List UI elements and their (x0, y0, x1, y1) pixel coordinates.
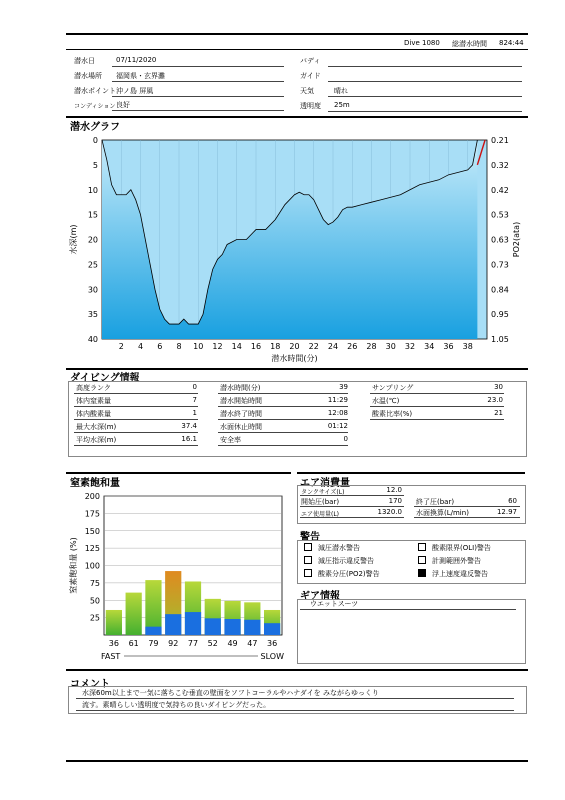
nitrogen-chart (66, 486, 291, 666)
x-tick-label: 34 (424, 342, 435, 351)
total-time-value: 824:44 (499, 39, 524, 47)
diving-field-value: 30 (494, 383, 503, 391)
diving-field-value: 11:29 (327, 396, 348, 404)
y-axis-label: 水深(m) (69, 224, 78, 255)
bar-value-label: 61 (128, 639, 139, 648)
bar-value-label: 79 (148, 639, 159, 648)
air-use-value: 1320.0 (377, 508, 402, 516)
end-pressure-value: 60 (508, 497, 517, 505)
comment-title: コメント (70, 679, 110, 690)
comment-line-2: 流す。素晴らしい透明度で気持ちの良いダイビングだった。 (82, 701, 271, 709)
start-pressure-value: 170 (388, 497, 402, 505)
place-label: 潜水場所 (74, 72, 102, 80)
air-use-underline (300, 517, 404, 518)
gear-underline (300, 609, 516, 610)
y2-tick-label: 0.53 (491, 210, 509, 220)
dive-number: Dive 1080 (404, 39, 440, 47)
checkbox-checked-icon (418, 569, 426, 577)
y-tick-label: 100 (84, 561, 100, 571)
diving-field-label: 最大水深(m) (76, 423, 117, 431)
slow-label: SLOW (260, 652, 284, 661)
comment-line-1: 水深60m以上まで一気に落ちこむ垂直の壁面をソフトコーラルやハナダイを みながらゆっくり (82, 689, 379, 697)
weather-label: 天気 (300, 87, 314, 95)
bar-value-label: 47 (247, 639, 258, 648)
checkbox-icon (304, 569, 312, 577)
x-tick-label: 20 (289, 342, 300, 351)
warnings-title: 警告 (300, 532, 320, 543)
date-label: 潜水日 (74, 57, 95, 65)
diving-field-value: 1 (192, 409, 197, 417)
y2-tick-label: 0.21 (491, 136, 509, 145)
comment-top-rule (66, 669, 528, 671)
x-tick-label: 18 (270, 342, 281, 351)
y-tick-label: 35 (87, 310, 98, 320)
x-tick-label: 24 (327, 342, 339, 351)
x-axis-label: 潜水時間(分) (271, 354, 318, 363)
condition-underline (112, 110, 284, 111)
x-tick-label: 2 (118, 342, 124, 351)
gear-title: ギア情報 (300, 591, 340, 602)
warning-label: 計測範囲外警告 (432, 557, 481, 565)
x-tick-label: 28 (366, 342, 377, 351)
bar-value-label: 36 (108, 639, 119, 648)
start-pressure-label: 開始圧(bar) (301, 498, 340, 506)
nitrogen-bar (106, 610, 122, 635)
diving-field-label: 安全率 (220, 436, 241, 444)
diving-field-underline (370, 406, 504, 407)
y-tick-label: 10 (87, 185, 98, 195)
bar-value-label: 92 (168, 639, 179, 648)
tank-value: 12.0 (386, 486, 402, 494)
header-rule (66, 49, 528, 50)
y-tick-label: 20 (87, 235, 98, 245)
buddy-underline (328, 66, 522, 67)
diving-field-underline (74, 393, 198, 394)
place-value: 福岡県・玄界灘 (116, 72, 165, 80)
y-tick-label: 150 (84, 526, 100, 536)
nitrogen-bar (126, 593, 142, 635)
oxygen-bar (224, 619, 240, 635)
diving-field-label: 高度ランク (76, 384, 111, 392)
y-tick-label: 200 (84, 492, 100, 501)
x-tick-label: 16 (250, 342, 262, 351)
checkbox-icon (304, 543, 312, 551)
oxygen-bar (185, 612, 201, 635)
warning-label: 減圧潜水警告 (318, 544, 360, 552)
y-tick-label: 5 (92, 160, 98, 170)
tank-label: タンクサイズ(L) (301, 489, 345, 496)
y-tick-label: 175 (84, 509, 100, 519)
diving-field-underline (74, 419, 198, 420)
bar-value-label: 52 (207, 639, 218, 648)
diving-field-label: サンプリング (372, 384, 414, 392)
warning-label: 減圧指示違反警告 (318, 557, 374, 565)
bar-value-label: 49 (227, 639, 238, 648)
x-tick-label: 38 (462, 342, 473, 351)
oxygen-bar (145, 627, 161, 635)
warning-item (304, 556, 374, 566)
y2-tick-label: 1.05 (491, 335, 509, 344)
diving-field-value: 16.1 (181, 435, 197, 443)
diving-field-underline (370, 419, 504, 420)
tank-underline (300, 495, 404, 496)
nitrogen-title: 窒素飽和量 (70, 478, 120, 489)
oxygen-bar (165, 614, 181, 635)
date-underline (112, 66, 284, 67)
x-tick-label: 8 (176, 342, 182, 351)
y2-tick-label: 0.63 (491, 235, 509, 245)
diving-field-value: 21 (494, 409, 503, 417)
y-tick-label: 15 (87, 210, 98, 220)
diving-field-value: 23.0 (487, 396, 503, 404)
end-underline (414, 506, 520, 507)
y2-tick-label: 0.95 (491, 310, 509, 320)
diving-field-value: 39 (339, 383, 348, 391)
surface-underline (414, 517, 520, 518)
comment-underline-1 (76, 698, 514, 699)
y-tick-label: 40 (87, 335, 98, 344)
checkbox-icon (418, 543, 426, 551)
y-tick-label: 50 (89, 596, 100, 606)
y2-tick-label: 0.32 (491, 160, 509, 170)
guide-label: ガイド (300, 72, 321, 80)
visibility-value: 25m (334, 101, 350, 109)
x-tick-label: 30 (385, 342, 396, 351)
diving-field-label: 平均水深(m) (76, 436, 117, 444)
y-tick-label: 25 (87, 260, 98, 270)
air-use-label: エア使用量(L) (301, 511, 340, 518)
y-tick-label: 30 (87, 285, 98, 295)
diving-field-underline (218, 445, 348, 446)
oxygen-bar (244, 620, 260, 635)
x-tick-label: 22 (308, 342, 319, 351)
surface-rate-label: 水面換算(L/min) (416, 509, 469, 517)
y-axis-label: 窒素飽和量 (%) (69, 537, 78, 594)
fast-label: FAST (101, 652, 121, 661)
end-pressure-label: 終了圧(bar) (416, 498, 455, 506)
y2-tick-label: 0.73 (491, 260, 509, 270)
dive-graph (66, 130, 528, 370)
point-value: 沖ノ島 屏風 (116, 87, 154, 95)
diving-field-value: 0 (192, 383, 197, 391)
checkbox-icon (304, 556, 312, 564)
guide-underline (328, 81, 522, 82)
x-tick-label: 12 (212, 342, 223, 351)
diving-field-value: 37.4 (181, 422, 197, 430)
warning-item (418, 543, 491, 553)
graph-top-rule (66, 116, 528, 118)
warning-label: 酸素限界(OLI)警告 (432, 544, 491, 552)
date-value: 07/11/2020 (116, 56, 157, 64)
y-tick-label: 0 (92, 136, 98, 145)
place-underline (112, 81, 284, 82)
x-tick-label: 26 (347, 342, 358, 351)
weather-value: 晴れ (334, 87, 348, 95)
surface-rate-value: 12.97 (496, 508, 517, 516)
diving-field-label: 潜水終了時間 (220, 410, 262, 418)
diving-title: ダイビング情報 (70, 373, 140, 384)
diving-field-label: 体内窒素量 (76, 397, 111, 405)
y-tick-label: 75 (89, 578, 100, 588)
graph-title: 潜水グラフ (70, 122, 120, 133)
start-underline (300, 506, 404, 507)
diving-field-underline (218, 419, 348, 420)
warning-item (304, 569, 380, 579)
y2-axis-label: PO2(ata) (512, 221, 521, 258)
comment-underline-2 (76, 710, 514, 711)
diving-field-label: 水面休止時間 (220, 423, 262, 431)
bottom-rule (66, 760, 528, 762)
diving-field-label: 体内酸素量 (76, 410, 111, 418)
diving-field-value: 7 (192, 396, 197, 404)
warning-label: 酸素分圧(PO2)警告 (318, 570, 380, 578)
x-tick-label: 14 (231, 342, 242, 351)
diving-field-label: 酸素比率(%) (372, 410, 413, 418)
bar-value-label: 77 (187, 639, 199, 648)
oxygen-bar (264, 623, 280, 635)
buddy-label: バディ (300, 57, 321, 65)
total-time-label: 総潜水時間 (452, 40, 487, 48)
diving-field-value: 01:12 (327, 422, 348, 430)
air-title: エア消費量 (300, 478, 350, 489)
x-tick-label: 4 (137, 342, 144, 351)
point-label: 潜水ポイント (74, 87, 116, 95)
diving-field-underline (218, 393, 348, 394)
checkbox-icon (418, 556, 426, 564)
x-tick-label: 10 (193, 342, 204, 351)
x-tick-label: 6 (157, 342, 163, 351)
diving-field-underline (218, 406, 348, 407)
oxygen-bar (205, 618, 221, 635)
condition-value: 良好 (116, 101, 130, 109)
diving-field-value: 0 (343, 435, 348, 443)
visibility-underline (328, 111, 522, 112)
diving-field-underline (74, 432, 198, 433)
gear-item: ウエットスーツ (310, 600, 359, 608)
diving-field-underline (74, 445, 198, 446)
point-underline (112, 96, 284, 97)
condition-label: コンディション (74, 103, 116, 110)
visibility-label: 透明度 (300, 102, 321, 110)
y-tick-label: 25 (89, 613, 100, 623)
diving-field-label: 潜水開始時間 (220, 397, 262, 405)
x-tick-label: 36 (443, 342, 454, 351)
bar-value-label: 36 (267, 639, 278, 648)
top-rule (66, 33, 528, 35)
diving-field-underline (218, 432, 348, 433)
warning-item (418, 569, 488, 579)
weather-underline (328, 96, 522, 97)
warning-item (418, 556, 481, 566)
y2-tick-label: 0.42 (491, 185, 509, 195)
diving-field-label: 潜水時間(分) (220, 384, 261, 392)
diving-field-underline (74, 406, 198, 407)
warning-label: 浮上速度違反警告 (432, 570, 488, 578)
diving-field-label: 水温(℃) (372, 397, 400, 405)
diving-field-underline (370, 393, 504, 394)
y-tick-label: 125 (84, 544, 100, 554)
diving-field-value: 12:08 (327, 409, 348, 417)
x-tick-label: 32 (404, 342, 416, 351)
y2-tick-label: 0.84 (491, 285, 509, 295)
warning-item (304, 543, 360, 553)
